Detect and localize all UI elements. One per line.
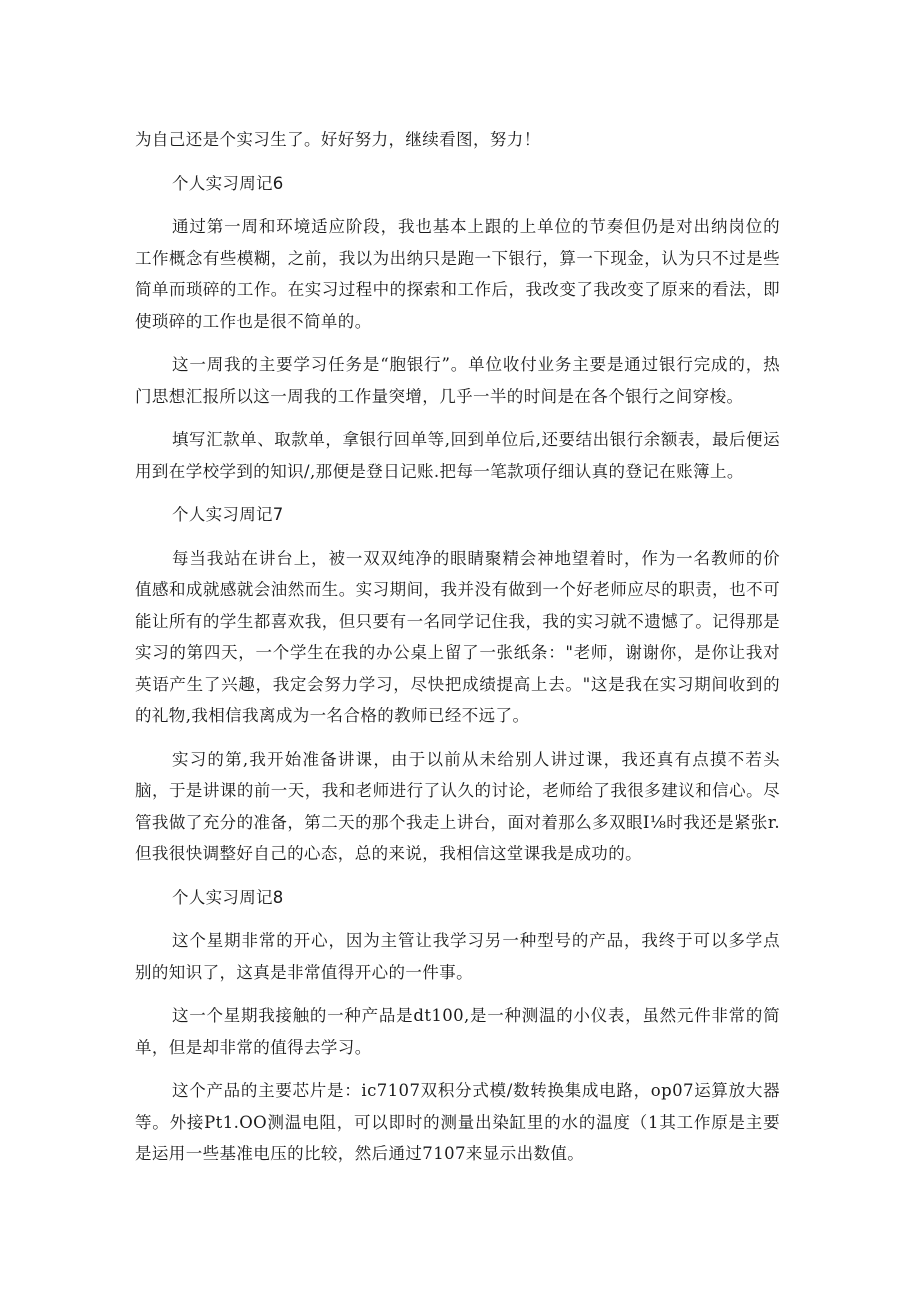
section-7-paragraph-2: 实习的第,我开始准备讲课，由于以前从未给别人讲过课，我还真有点摸不若头脑，于是讲课的前一天，我和老师进行了认久的讨论，老师给了我很多建议和信心。尽管我做了充分的准备，第二天的那个我走上讲台，面对着那么多双眼I⅛时我还是紧张r.但我很快调整好自己的心态，总的来说，我相信这堂课我是成功的。 bbox=[135, 749, 780, 863]
section-7-paragraph-1: 每当我站在讲台上，被一双双纯净的眼睛聚精会神地望着时，作为一名教师的价值感和成就感就会油然而生。实习期间，我并没有做到一个好老师应尽的职责，也不可能让所有的学生都喜欢我，但只要有一名同学记住我，我的实习就不遗憾了。记得那是实习的第四天，一个学生在我的办公桌上留了一张纸条："老师，谢谢你，是你让我对英语产生了兴趣，我定会努力学习，尽快把成绩提高上去。"这是我在实习期间收到的的礼物,我相信我离成为一名合格的教师已经不远了。 bbox=[135, 548, 780, 725]
section-heading-6: 个人实习周记6 bbox=[172, 173, 284, 193]
section-heading-7: 个人实习周记7 bbox=[172, 505, 284, 524]
section-6-paragraph-2: 这一周我的主要学习任务是“胞银行”。单位收付业务主要是通过银行完成的，热门思想汇报所以这一周我的工作量突增，几乎一半的时间是在各个银行之间穿梭。 bbox=[135, 355, 780, 406]
section-heading-8: 个人实习周记8 bbox=[172, 887, 284, 907]
opening-line: 为自己还是个实习生了。好好努力，继续看图，努力！ bbox=[135, 130, 541, 149]
section-6-paragraph-1: 通过第一周和环境适应阶段，我也基本上跟的上单位的节奏但仍是对出纳岗位的工作概念有些模糊，之前，我以为出纳只是跑一下银行，算一下现金，认为只不过是些简单而琐碎的工作。在实习过程中的探索和工作后，我改变了我改变了原来的看法，即使琐碎的工作也是很不简单的。 bbox=[135, 217, 780, 331]
document-page bbox=[135, 124, 780, 1170]
section-6-paragraph-3: 填写汇款单、取款单，拿银行回单等,回到单位后,还要结出银行余额表，最后便运用到在学校学到的知识/,那便是登日记账.把每一笔款项仔细认真的登记在账簿上。 bbox=[135, 430, 780, 481]
section-8-paragraph-3: 这个产品的主要芯片是：ic7107双积分式模/数转换集成电路，op07运算放大器等。外接Pt1.OO测温电阻，可以即时的测量出染缸里的水的温度（1其工作原是主要是运用一些基准电压的比较，然后通过7107来显示出数值。 bbox=[135, 1081, 780, 1163]
section-8-paragraph-2: 这一个星期我接触的一种产品是dt100,是一种测温的小仪表，虽然元件非常的简单，但是却非常的值得去学习。 bbox=[135, 1006, 780, 1057]
section-8-paragraph-1: 这个星期非常的开心，因为主管让我学习另一种型号的产品，我终于可以多学点别的知识了，这真是非常值得开心的一件事。 bbox=[135, 931, 780, 982]
